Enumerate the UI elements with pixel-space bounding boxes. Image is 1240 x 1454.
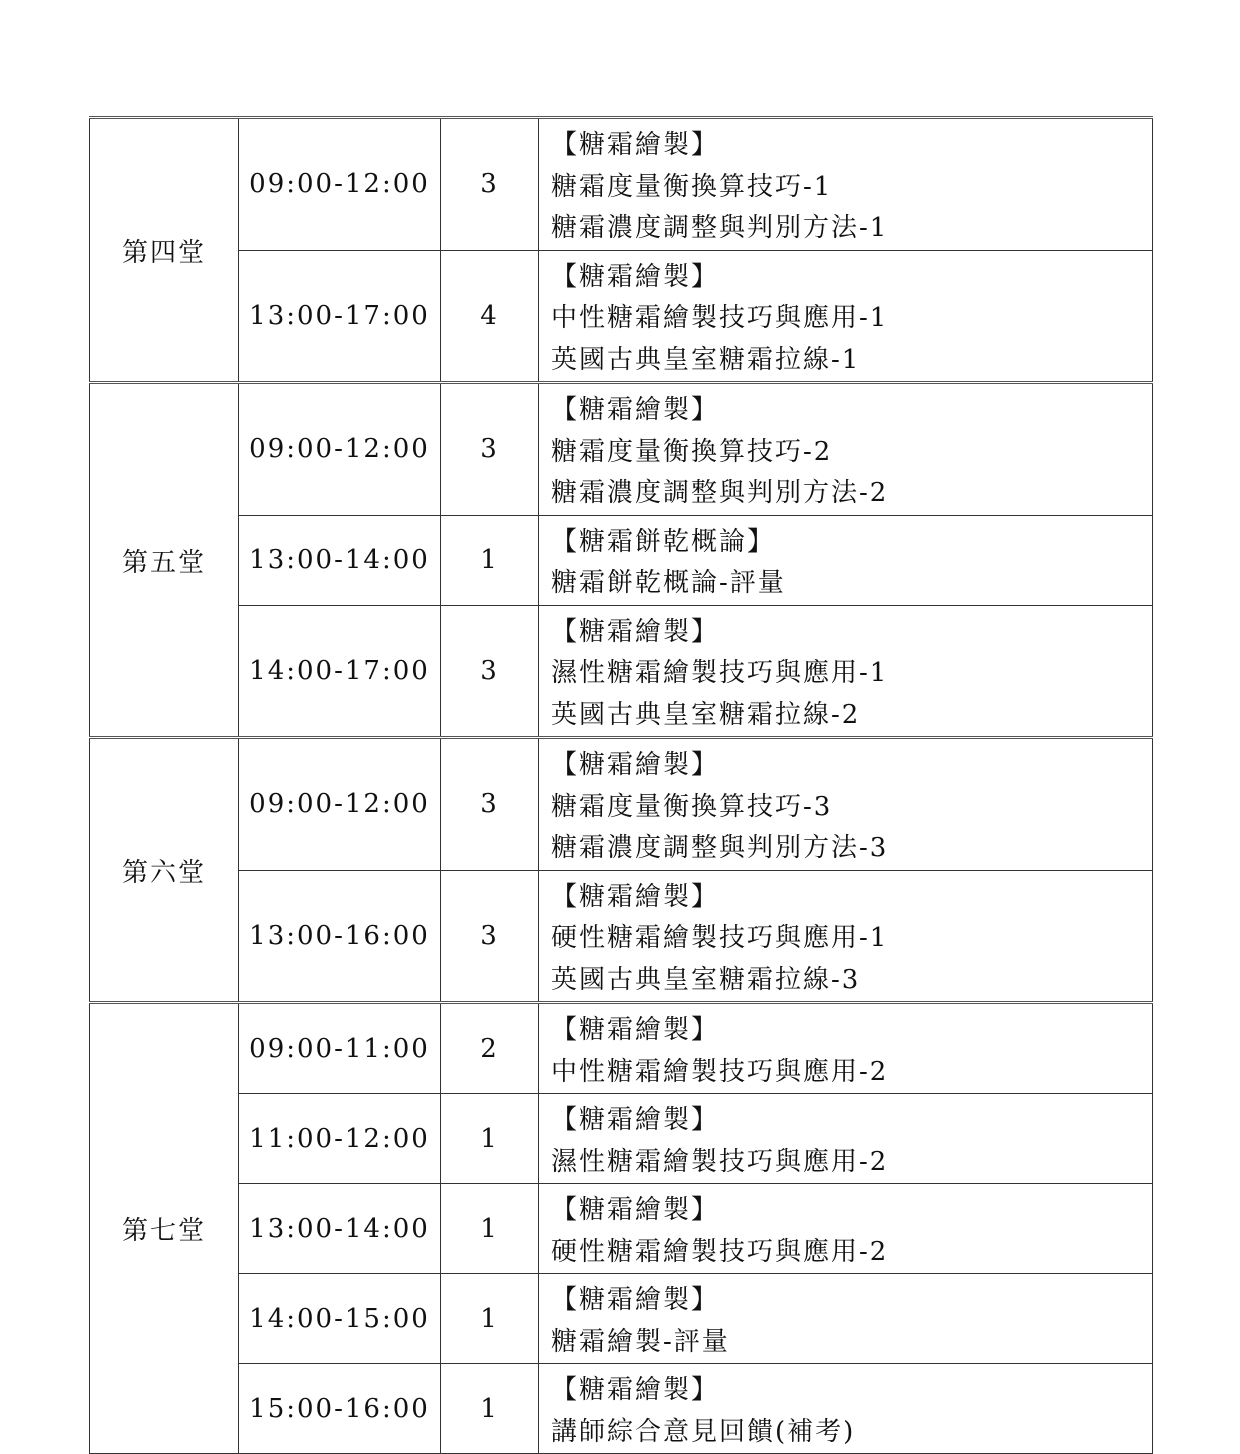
content-cell [539, 515, 1153, 605]
schedule-row [90, 870, 1153, 1003]
content-topic: 硬性糖霜繪製技巧與應用-1 [551, 923, 889, 953]
content-category: 【糖霜繪製】 [551, 130, 720, 160]
session-name-cell: 第四堂 [90, 118, 239, 383]
content-category: 【糖霜餅乾概論】 [551, 526, 776, 557]
hours-cell: 1 [441, 1364, 539, 1454]
time-range-cell: 14:00-17:00 [239, 605, 441, 738]
content-topic: 中性糖霜繪製技巧與應用-1 [551, 303, 889, 333]
content-category: 【糖霜繪製】 [551, 1195, 720, 1225]
time-range-cell: 14:00-15:00 [239, 1274, 441, 1364]
content-cell [539, 118, 1153, 251]
schedule-row [90, 1184, 1153, 1274]
hours-cell: 3 [441, 870, 539, 1003]
content-category: 【糖霜繪製】 [551, 1105, 720, 1135]
content-topic: 糖霜濃度調整與判別方法-1 [551, 213, 889, 243]
time-range-cell: 15:00-16:00 [239, 1364, 441, 1454]
content-cell [539, 383, 1153, 516]
hours-cell: 3 [441, 118, 539, 251]
content-category: 【糖霜繪製】 [551, 1015, 720, 1045]
time-range-cell: 09:00-12:00 [239, 118, 441, 251]
hours-cell: 1 [441, 1274, 539, 1364]
content-topic: 英國古典皇室糖霜拉線-3 [551, 964, 861, 995]
schedule-row [90, 738, 1153, 871]
content-topic: 糖霜度量衡換算技巧-1 [551, 171, 833, 202]
hours-cell: 4 [441, 250, 539, 383]
schedule-body [90, 118, 1153, 1454]
content-cell [539, 250, 1153, 383]
content-cell [539, 1094, 1153, 1184]
hours-cell: 3 [441, 738, 539, 871]
time-range-cell: 09:00-12:00 [239, 383, 441, 516]
content-topic: 濕性糖霜繪製技巧與應用-2 [551, 1146, 889, 1177]
session-name-cell: 第七堂 [90, 1003, 239, 1454]
time-range-cell: 13:00-16:00 [239, 870, 441, 1003]
content-cell [539, 738, 1153, 871]
content-topic: 糖霜度量衡換算技巧-2 [551, 436, 833, 467]
schedule-row [90, 1094, 1153, 1184]
content-category: 【糖霜繪製】 [551, 750, 720, 780]
hours-cell: 1 [441, 1184, 539, 1274]
content-topic: 糖霜濃度調整與判別方法-2 [551, 478, 889, 508]
schedule-row [90, 605, 1153, 738]
hours-cell: 2 [441, 1003, 539, 1094]
content-category: 【糖霜繪製】 [551, 395, 720, 425]
content-topic: 濕性糖霜繪製技巧與應用-1 [551, 658, 889, 688]
content-topic: 中性糖霜繪製技巧與應用-2 [551, 1056, 889, 1087]
content-topic: 糖霜度量衡換算技巧-3 [551, 791, 833, 822]
schedule-row [90, 1003, 1153, 1094]
content-cell [539, 1274, 1153, 1364]
course-schedule-table [89, 116, 1153, 1454]
time-range-cell: 13:00-14:00 [239, 515, 441, 605]
content-category: 【糖霜繪製】 [551, 616, 720, 647]
schedule-row [90, 515, 1153, 605]
content-topic: 硬性糖霜繪製技巧與應用-2 [551, 1236, 889, 1267]
session-name-cell: 第五堂 [90, 383, 239, 738]
content-cell [539, 1364, 1153, 1454]
schedule-row [90, 118, 1153, 251]
time-range-cell: 11:00-12:00 [239, 1094, 441, 1184]
content-topic: 糖霜餅乾概論-評量 [551, 568, 786, 598]
content-cell [539, 1003, 1153, 1094]
time-range-cell: 13:00-17:00 [239, 250, 441, 383]
content-topic: 糖霜繪製-評量 [551, 1326, 730, 1357]
content-category: 【糖霜繪製】 [551, 1285, 720, 1315]
hours-cell: 1 [441, 515, 539, 605]
content-category: 【糖霜繪製】 [551, 1375, 720, 1405]
schedule-row [90, 250, 1153, 383]
time-range-cell: 09:00-12:00 [239, 738, 441, 871]
content-topic: 講師綜合意見回饋(補考) [551, 1416, 856, 1447]
content-cell [539, 605, 1153, 738]
content-topic: 英國古典皇室糖霜拉線-2 [551, 699, 861, 730]
content-category: 【糖霜繪製】 [551, 261, 720, 292]
schedule-row [90, 1274, 1153, 1364]
session-name-cell: 第六堂 [90, 738, 239, 1003]
hours-cell: 1 [441, 1094, 539, 1184]
hours-cell: 3 [441, 605, 539, 738]
hours-cell: 3 [441, 383, 539, 516]
content-category: 【糖霜繪製】 [551, 881, 720, 912]
schedule-row [90, 1364, 1153, 1454]
time-range-cell: 13:00-14:00 [239, 1184, 441, 1274]
content-topic: 糖霜濃度調整與判別方法-3 [551, 833, 889, 863]
schedule-row [90, 383, 1153, 516]
content-topic: 英國古典皇室糖霜拉線-1 [551, 344, 861, 375]
content-cell [539, 870, 1153, 1003]
content-cell [539, 1184, 1153, 1274]
time-range-cell: 09:00-11:00 [239, 1003, 441, 1094]
